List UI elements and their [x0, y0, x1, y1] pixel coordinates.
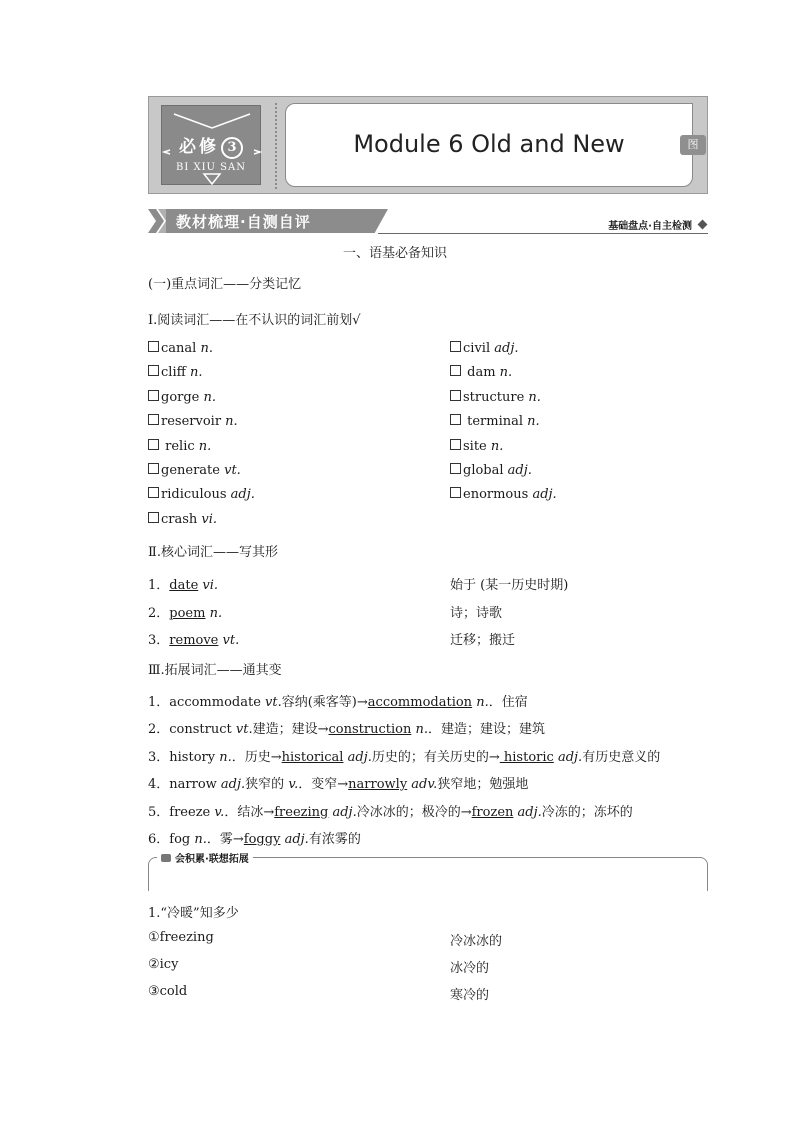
vocab-text: adj.	[220, 777, 246, 793]
answer-word: freezing	[274, 804, 329, 820]
checkbox-icon	[450, 390, 461, 401]
checkbox-icon	[450, 487, 461, 498]
core-vocab-item	[148, 629, 239, 648]
vocab-word: site	[463, 438, 487, 454]
part-of-speech: n.	[205, 605, 223, 621]
answer-word: remove	[169, 633, 219, 648]
vocab-text: adj.	[280, 832, 309, 847]
part-of-speech: adj.	[503, 463, 532, 478]
part-of-speech: vt.	[218, 633, 240, 648]
vocab-word: ridiculous	[161, 487, 227, 503]
page-title: Module 6 Old and New	[353, 130, 625, 158]
part-of-speech: n.	[221, 414, 238, 430]
checkbox-icon	[450, 341, 461, 352]
answer-word: accommodation	[367, 695, 473, 710]
module-banner	[148, 96, 708, 194]
reading-vocab-item	[450, 463, 532, 478]
reading-vocab-item	[148, 390, 216, 405]
part-of-speech: n.	[194, 438, 212, 454]
part-of-speech: adj.	[528, 487, 557, 503]
vocab-text: 有历史意义的	[582, 749, 661, 765]
section-underline	[378, 233, 708, 234]
answer-word: frozen	[471, 804, 514, 820]
badge-title	[162, 132, 260, 159]
vocab-text: n.	[219, 749, 232, 765]
vocab-word: cliff	[161, 365, 186, 381]
answer-word: historical	[281, 749, 344, 765]
checkbox-icon	[450, 463, 461, 474]
vocab-text: v.	[288, 777, 299, 793]
vocab-text: adj.	[343, 749, 372, 765]
checkbox-icon	[450, 365, 461, 376]
item-number: 4．	[148, 777, 170, 793]
sub-heading: (一)重点词汇——分类记忆	[148, 277, 302, 292]
checkbox-icon	[450, 439, 461, 450]
accumulate-note-box	[148, 854, 708, 891]
vocab-text: v.	[214, 804, 225, 820]
section-bar	[148, 207, 708, 237]
extended-vocab-item	[148, 718, 545, 737]
vocab-word: reservoir	[161, 414, 222, 430]
reading-vocab-item	[450, 341, 518, 356]
item-number: 6．	[148, 832, 170, 847]
checkbox-icon	[450, 414, 461, 425]
reading-vocab-item	[450, 439, 503, 454]
reading-vocab-item	[148, 512, 217, 527]
vocab-text: ．建造；建设；建筑	[427, 722, 545, 738]
item-number: 1．	[148, 578, 170, 593]
item-number: 2．	[148, 605, 170, 621]
vocab-word: dam	[463, 365, 496, 381]
badge-main-text: 必修	[179, 137, 219, 157]
part-of-speech: n.	[524, 389, 541, 405]
note-meaning: 冰冷的	[450, 961, 490, 976]
vocab-text: 建造；建设→	[252, 722, 329, 738]
note-meaning: 冷冰冰的	[450, 934, 503, 949]
vocab-text: adj.	[553, 749, 583, 765]
vocab-text: n.	[411, 722, 428, 738]
item-number: 3．	[148, 633, 170, 648]
note-meaning: 寒冷的	[450, 988, 490, 1003]
core-vocab-meaning: 迁移；搬迁	[450, 633, 516, 648]
note-word: ①freezing	[148, 930, 214, 945]
answer-word: poem	[169, 605, 206, 621]
vocab-text: freeze	[169, 804, 215, 820]
vocab-text: 容纳(乘客等)→	[281, 695, 368, 710]
vocab-word: relic	[161, 438, 195, 454]
vocab-text: adj.	[328, 804, 357, 820]
vocab-word: terminal	[463, 414, 524, 430]
vocab-text: vt.	[235, 722, 253, 738]
vocab-text: ．历史→	[231, 749, 282, 765]
vocab-text: 狭窄的	[245, 777, 289, 793]
vocab-text: n.	[472, 695, 489, 710]
reading-vocab-item	[450, 365, 512, 380]
vocab-text: 冷冻的；冻坏的	[541, 804, 633, 820]
vocab-text: narrow	[169, 777, 221, 793]
vocab-text: 狭窄地；勉强地	[437, 777, 529, 793]
extended-vocab-item	[148, 746, 660, 765]
vocab-text: 历史的；有关历史的→	[371, 749, 500, 765]
part-of-speech: n.	[196, 341, 213, 356]
extended-vocab-item	[148, 773, 528, 792]
part-of-speech: vi.	[197, 511, 218, 527]
extended-vocab-item	[148, 828, 361, 847]
reading-vocab-item	[450, 390, 541, 405]
reading-vocab-item	[148, 463, 241, 478]
vocab-text: fog	[169, 832, 195, 847]
note-icon	[161, 854, 171, 862]
picture-icon: 图	[680, 135, 706, 155]
vocab-text: ．住宿	[488, 695, 528, 710]
vocab-word: gorge	[161, 389, 200, 405]
checkbox-icon	[148, 463, 159, 474]
badge-number: 3	[221, 137, 243, 159]
extended-vocab-item	[148, 691, 528, 710]
answer-word: construction	[328, 722, 412, 738]
reading-vocab-item	[148, 414, 238, 429]
item-number: 1．	[148, 695, 170, 710]
vocab-text: construct	[169, 722, 236, 738]
section-tab-label: 教材梳理·自测自评	[176, 213, 311, 231]
part-of-speech: n.	[486, 438, 504, 454]
part-of-speech: adj.	[226, 487, 255, 503]
part-heading: 一、语基必备知识	[343, 246, 448, 261]
answer-word: narrowly	[348, 777, 408, 793]
vocab-text: adj.	[513, 804, 542, 820]
reading-vocab-heading: Ⅰ.阅读词汇——在不认识的词汇前划√	[148, 313, 361, 328]
checkbox-icon	[148, 414, 159, 425]
part-of-speech: n.	[185, 365, 203, 381]
note-word: ②icy	[148, 957, 179, 972]
part-of-speech: n.	[199, 389, 217, 405]
note-label	[157, 850, 253, 865]
reading-vocab-item	[148, 341, 213, 356]
part-of-speech: n.	[523, 414, 540, 430]
vocab-text: ．雾→	[206, 832, 244, 847]
part-of-speech: vi.	[198, 578, 219, 593]
extended-vocab-item	[148, 801, 633, 820]
reading-vocab-item	[148, 439, 211, 454]
checkbox-icon	[148, 512, 159, 523]
vocab-text: adv.	[407, 777, 438, 793]
core-vocab-meaning: 诗；诗歌	[450, 605, 503, 621]
part-of-speech: n.	[495, 365, 513, 381]
vocab-word: canal	[161, 341, 197, 356]
answer-word: historic	[499, 749, 554, 765]
textbook-badge	[161, 105, 261, 185]
vocab-word: structure	[463, 389, 525, 405]
section-right-label: 基础盘点·自主检测	[608, 221, 692, 232]
reading-vocab-item	[148, 487, 255, 502]
reading-vocab-item	[148, 365, 202, 380]
vocab-text: history	[169, 749, 220, 765]
title-card	[285, 103, 693, 187]
item-number: 3．	[148, 749, 170, 765]
checkbox-icon	[148, 341, 159, 352]
vocab-word: enormous	[463, 487, 529, 503]
vocab-text: vt.	[265, 695, 282, 710]
core-vocab-meaning: 始于 (某一历史时期)	[450, 578, 569, 593]
answer-word: foggy	[243, 832, 281, 847]
vocab-text: ．结冰→	[224, 804, 275, 820]
checkbox-icon	[148, 487, 159, 498]
reading-vocab-item	[450, 487, 557, 502]
vocab-text: accommodate	[169, 695, 266, 710]
vocab-text: 冷冰冰的；极冷的→	[356, 804, 472, 820]
item-number: 5．	[148, 804, 170, 820]
vocab-text: n.	[194, 832, 207, 847]
checkbox-icon	[148, 390, 159, 401]
checkbox-icon	[148, 439, 159, 450]
vocab-word: global	[463, 463, 504, 478]
diamond-icon	[698, 220, 708, 230]
vocab-word: civil	[463, 341, 491, 356]
core-vocab-item	[148, 574, 218, 593]
note-word: ③cold	[148, 984, 188, 999]
core-vocab-heading: Ⅱ.核心词汇——写其形	[148, 545, 278, 560]
core-vocab-item	[148, 602, 222, 621]
vocab-word: crash	[161, 511, 198, 527]
answer-word: date	[169, 578, 199, 593]
vocab-text: 有浓雾的	[308, 832, 361, 847]
banner-divider	[275, 103, 277, 189]
badge-pinyin: BI XIU SAN	[176, 162, 246, 173]
part-of-speech: adj.	[490, 341, 519, 356]
note-heading: 1.“冷暖”知多少	[148, 906, 239, 921]
vocab-text: ．变窄→	[298, 777, 349, 793]
extended-vocab-heading: Ⅲ.拓展词汇——通其变	[148, 663, 282, 678]
item-number: 2．	[148, 722, 170, 738]
checkbox-icon	[148, 365, 159, 376]
part-of-speech: vt.	[219, 463, 241, 478]
reading-vocab-item	[450, 414, 540, 429]
vocab-word: generate	[161, 463, 220, 478]
note-label-text: 会积累·联想拓展	[175, 854, 249, 865]
